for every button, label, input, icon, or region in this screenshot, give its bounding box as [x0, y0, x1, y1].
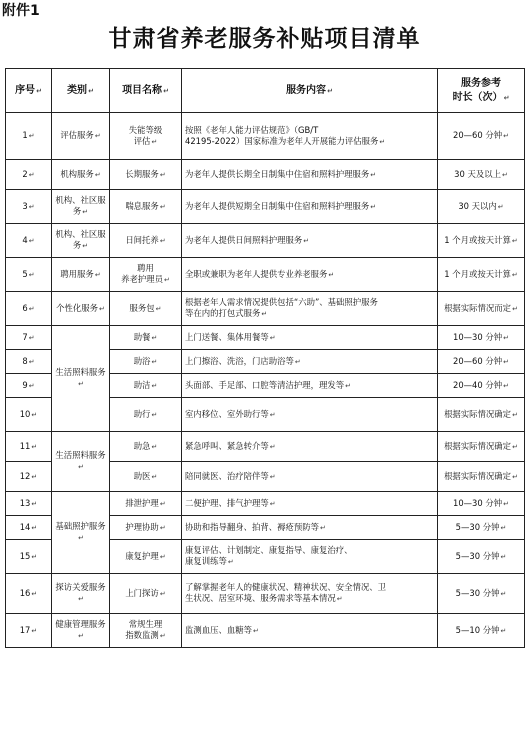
row-service-content: 协助和指导翻身、拍背、褥疮预防等 ↵	[182, 516, 438, 540]
row-duration: 5—30 分钟 ↵	[438, 516, 525, 540]
row-item-name: 助洁 ↵	[110, 374, 182, 398]
row-number: 8 ↵	[6, 350, 52, 374]
table-row	[6, 190, 525, 224]
row-category: 聘用服务 ↵	[52, 258, 110, 292]
table-row	[6, 492, 525, 516]
row-number: 15 ↵	[6, 540, 52, 574]
row-item-name: 长期服务 ↵	[110, 160, 182, 190]
row-duration: 根据实际情况确定 ↵	[438, 432, 525, 462]
row-number: 9 ↵	[6, 374, 52, 398]
table-row	[6, 614, 525, 648]
row-service-content: 陪同就医、治疗陪伴等 ↵	[182, 462, 438, 492]
row-duration: 10—30 分钟 ↵	[438, 326, 525, 350]
row-service-content: 为老年人提供短期全日制集中住宿和照料护理服务 ↵	[182, 190, 438, 224]
row-category: 机构服务 ↵	[52, 160, 110, 190]
row-duration: 10—30 分钟 ↵	[438, 492, 525, 516]
table-row	[6, 224, 525, 258]
row-item-name: 助医 ↵	[110, 462, 182, 492]
row-service-content: 紧急呼叫、紧急转介等 ↵	[182, 432, 438, 462]
row-item-name: 喘息服务 ↵	[110, 190, 182, 224]
row-category: 生活照料服务 ↵	[52, 432, 110, 492]
row-duration: 1 个月或按天计算 ↵	[438, 224, 525, 258]
page-title: 甘肃省养老服务补贴项目清单	[108, 25, 421, 52]
row-service-content: 头面部、手足部、口腔等清洁护理，理发等 ↵	[182, 374, 438, 398]
header-name: 项目名称 ↵	[110, 69, 182, 113]
row-item-name: 康复护理 ↵	[110, 540, 182, 574]
row-category: 个性化服务 ↵	[52, 292, 110, 326]
row-number: 1 ↵	[6, 113, 52, 160]
row-service-content: 根据老年人需求情况提供包括“六助”、基础照护服务 等在内的打包式服务 ↵	[182, 292, 438, 326]
row-category: 生活照料服务 ↵	[52, 326, 110, 432]
row-duration: 20—40 分钟 ↵	[438, 374, 525, 398]
row-number: 7 ↵	[6, 326, 52, 350]
row-item-name: 上门探访 ↵	[110, 574, 182, 614]
row-item-name: 常规生理 指数监测 ↵	[110, 614, 182, 648]
row-number: 16 ↵	[6, 574, 52, 614]
row-service-content: 室内移位、室外助行等 ↵	[182, 398, 438, 432]
row-duration: 30 天及以上 ↵	[438, 160, 525, 190]
row-item-name: 助浴 ↵	[110, 350, 182, 374]
row-item-name: 助餐 ↵	[110, 326, 182, 350]
row-duration: 20—60 分钟 ↵	[438, 350, 525, 374]
table-row	[6, 258, 525, 292]
row-service-content: 康复评估、计划制定、康复指导、康复治疗、 康复训练等 ↵	[182, 540, 438, 574]
row-duration: 5—30 分钟 ↵	[438, 540, 525, 574]
row-service-content: 上门擦浴、洗浴，门店助浴等 ↵	[182, 350, 438, 374]
row-category: 探访关爱服务 ↵	[52, 574, 110, 614]
row-number: 12 ↵	[6, 462, 52, 492]
row-number: 3 ↵	[6, 190, 52, 224]
table-row	[6, 432, 525, 462]
row-service-content: 全职或兼职为老年人提供专业养老服务 ↵	[182, 258, 438, 292]
row-service-content: 为老年人提供日间照料护理服务 ↵	[182, 224, 438, 258]
row-item-name: 护理协助 ↵	[110, 516, 182, 540]
row-category: 机构、社区服务 ↵	[52, 224, 110, 258]
table-row	[6, 113, 525, 160]
row-duration: 根据实际情况确定 ↵	[438, 398, 525, 432]
row-service-content: 监测血压、血糖等 ↵	[182, 614, 438, 648]
row-number: 5 ↵	[6, 258, 52, 292]
row-item-name: 助行 ↵	[110, 398, 182, 432]
row-item-name: 排泄护理 ↵	[110, 492, 182, 516]
row-item-name: 失能等级 评估 ↵	[110, 113, 182, 160]
row-duration: 20—60 分钟 ↵	[438, 113, 525, 160]
header-category: 类别 ↵	[52, 69, 110, 113]
row-number: 4 ↵	[6, 224, 52, 258]
row-number: 13 ↵	[6, 492, 52, 516]
row-duration: 5—10 分钟 ↵	[438, 614, 525, 648]
row-duration: 根据实际情况而定 ↵	[438, 292, 525, 326]
row-number: 6 ↵	[6, 292, 52, 326]
row-duration: 1 个月或按天计算 ↵	[438, 258, 525, 292]
row-duration: 根据实际情况确定 ↵	[438, 462, 525, 492]
table-row	[6, 574, 525, 614]
table-header-row	[6, 69, 525, 113]
attachment-label: 附件1	[2, 3, 40, 19]
row-duration: 5—30 分钟 ↵	[438, 574, 525, 614]
subsidy-table	[5, 68, 525, 648]
row-category: 健康管理服务 ↵	[52, 614, 110, 648]
row-service-content: 二便护理、排气护理等 ↵	[182, 492, 438, 516]
row-item-name: 助急 ↵	[110, 432, 182, 462]
header-duration: 服务参考 时长（次） ↵	[438, 69, 525, 113]
table-row	[6, 160, 525, 190]
row-number: 2 ↵	[6, 160, 52, 190]
row-category: 评估服务 ↵	[52, 113, 110, 160]
row-item-name: 聘用 养老护理员 ↵	[110, 258, 182, 292]
table-row	[6, 292, 525, 326]
row-category: 基础照护服务 ↵	[52, 492, 110, 574]
row-item-name: 日间托养 ↵	[110, 224, 182, 258]
row-service-content: 上门送餐、集体用餐等 ↵	[182, 326, 438, 350]
table-row	[6, 326, 525, 350]
row-number: 17 ↵	[6, 614, 52, 648]
row-service-content: 了解掌握老年人的健康状况、精神状况、安全情况、卫 生状况、居室环境、服务需求等基本情况 ↵	[182, 574, 438, 614]
row-duration: 30 天以内 ↵	[438, 190, 525, 224]
row-number: 10 ↵	[6, 398, 52, 432]
header-no: 序号 ↵	[6, 69, 52, 113]
row-number: 14 ↵	[6, 516, 52, 540]
row-number: 11 ↵	[6, 432, 52, 462]
row-category: 机构、社区服务 ↵	[52, 190, 110, 224]
row-service-content: 按照《老年人能力评估规范》（GB/T 42195-2022）国家标准为老年人开展能力评估服务 ↵	[182, 113, 438, 160]
row-service-content: 为老年人提供长期全日制集中住宿和照料护理服务 ↵	[182, 160, 438, 190]
header-content: 服务内容 ↵	[182, 69, 438, 113]
row-item-name: 服务包 ↵	[110, 292, 182, 326]
